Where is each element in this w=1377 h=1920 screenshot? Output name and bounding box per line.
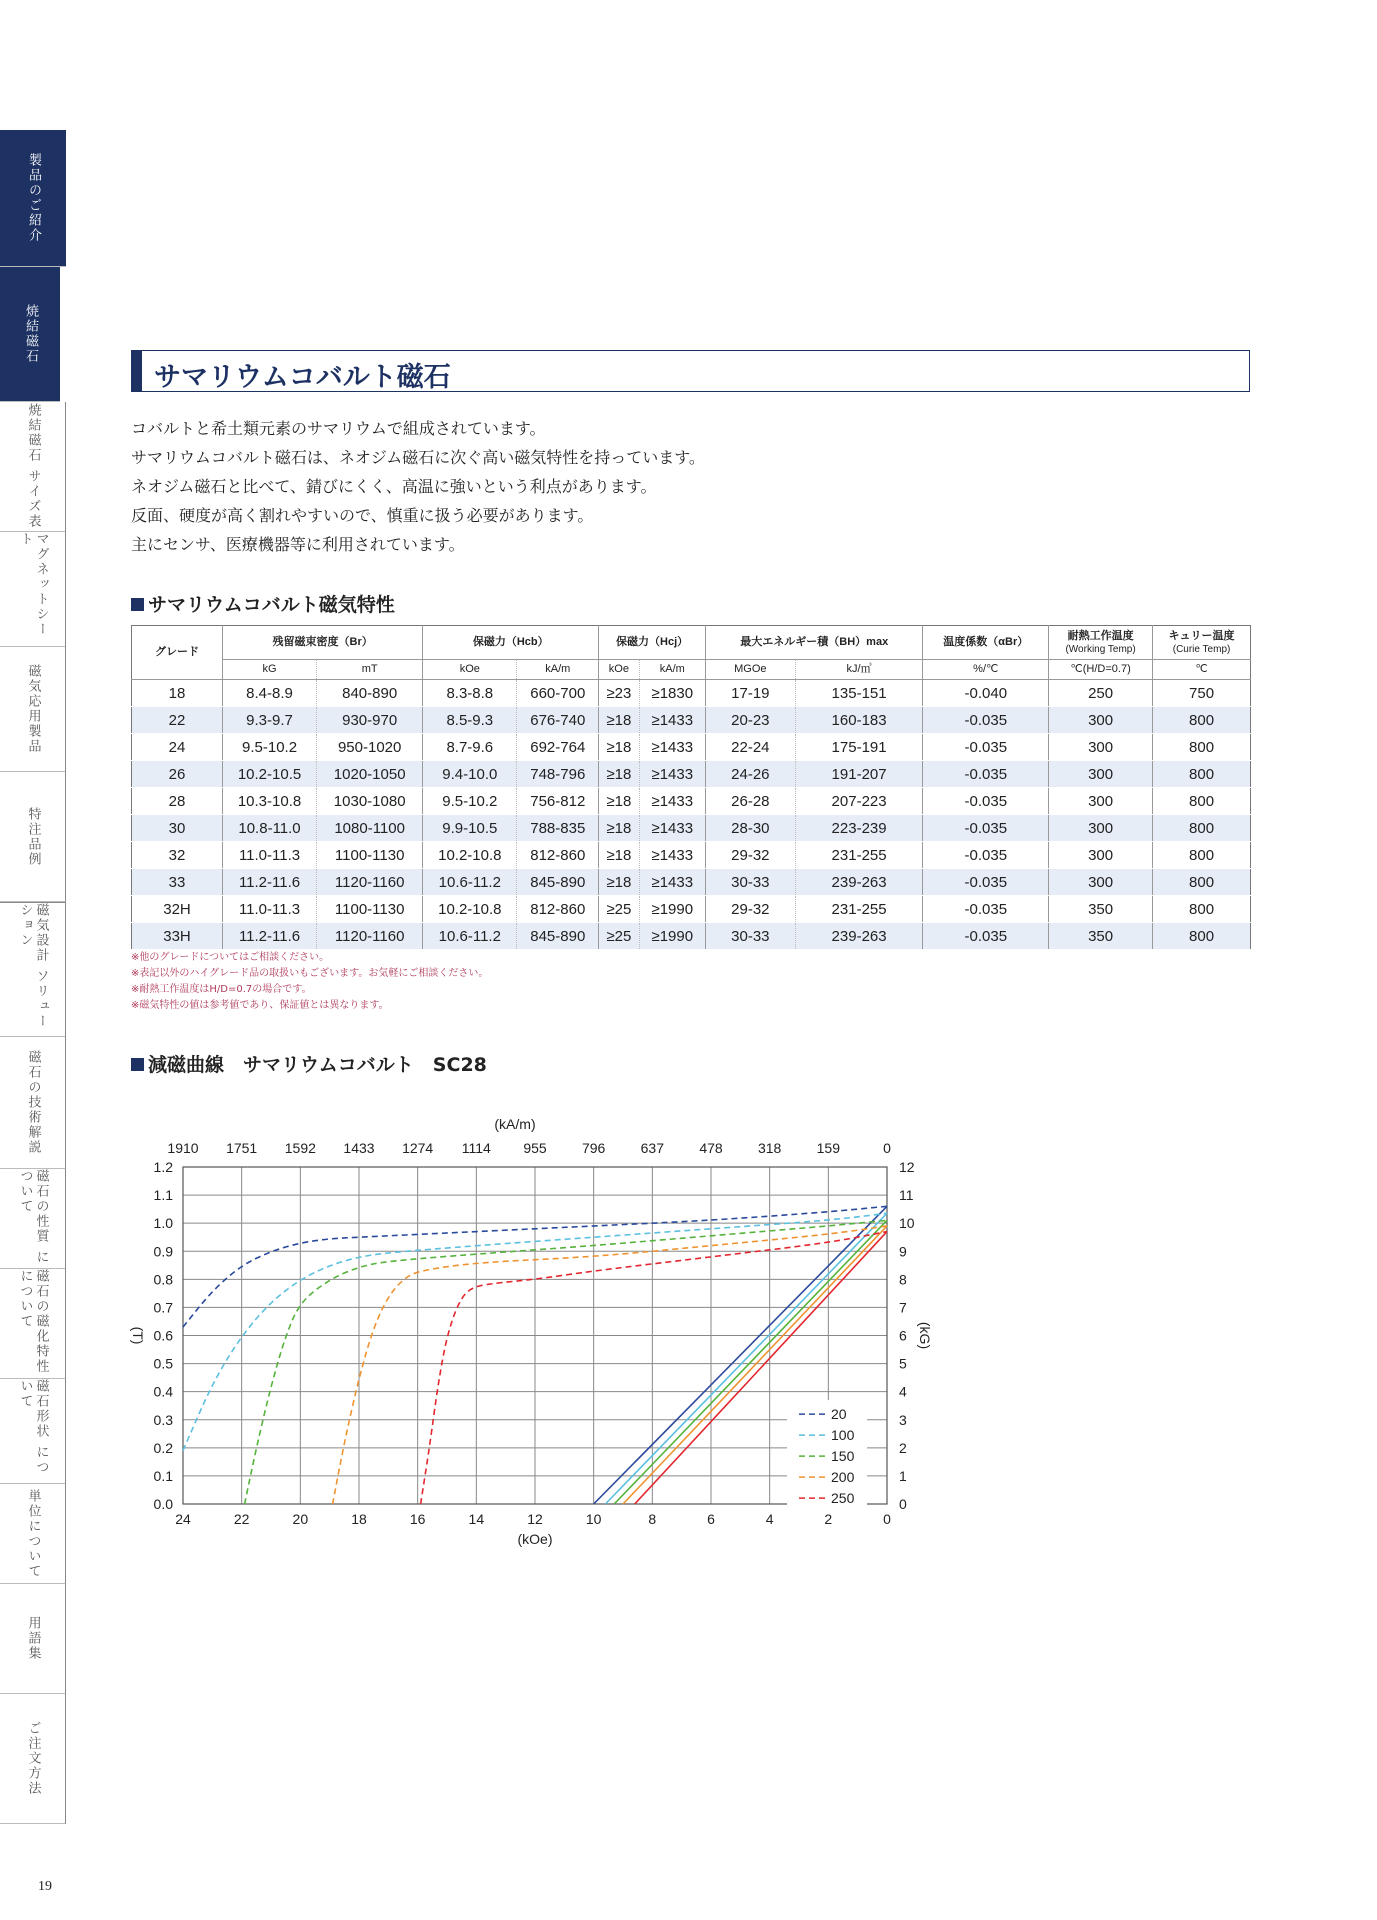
table-cell: 9.3-9.7 xyxy=(223,707,317,734)
sidebar-item[interactable] xyxy=(0,267,60,402)
note-line: ※耐熱工作温度はH/D=0.7の場合です。 xyxy=(131,984,312,995)
note-line: ※磁気特性の値は参考値であり、保証値とは異なります。 xyxy=(131,1000,389,1011)
sidebar-item[interactable] xyxy=(0,1037,66,1169)
x-tick-label-top: 1274 xyxy=(402,1140,434,1156)
table-cell: 18 xyxy=(132,680,223,707)
y-tick-label-left: 0.3 xyxy=(153,1411,173,1428)
sidebar-item[interactable] xyxy=(0,902,66,1037)
header-hcb: 保磁力（Hcb） xyxy=(423,626,599,660)
sidebar-item-label: 磁石形状 について xyxy=(17,1379,49,1476)
table-cell: 24 xyxy=(132,734,223,761)
table-cell: 800 xyxy=(1153,815,1251,842)
table-cell: 10.8-11.0 xyxy=(223,815,317,842)
x-tick-label-bottom: 2 xyxy=(824,1511,833,1527)
x-tick-label-top: 159 xyxy=(816,1140,841,1156)
sidebar-item-label: ご注文方法 xyxy=(25,1721,41,1796)
table-row xyxy=(132,680,1251,707)
sidebar-item[interactable] xyxy=(0,1694,66,1824)
table-cell: 11.2-11.6 xyxy=(223,869,317,896)
sidebar-item[interactable] xyxy=(0,1169,66,1269)
working-temp-en-label: (Working Temp) xyxy=(1065,643,1136,655)
table-cell: 10.2-10.8 xyxy=(423,842,517,869)
table-cell: 1080-1100 xyxy=(317,815,423,842)
table-cell: 1120-1160 xyxy=(317,869,423,896)
y-tick-label-left: 1.1 xyxy=(153,1187,173,1204)
sidebar-item[interactable] xyxy=(0,772,66,902)
table-cell: ≥18 xyxy=(599,761,639,788)
sidebar-item[interactable] xyxy=(0,1584,66,1694)
table-cell: 30-33 xyxy=(706,869,796,896)
working-temp-label: 耐熱工作温度 xyxy=(1067,629,1134,642)
x-tick-label-top: 478 xyxy=(699,1140,723,1156)
table-cell: -0.035 xyxy=(923,815,1049,842)
page-number: 19 xyxy=(38,1879,52,1894)
table-cell: 239-263 xyxy=(795,923,923,950)
unit-header: kA/m xyxy=(639,660,705,680)
header-hcj: 保磁力（Hcj） xyxy=(599,626,706,660)
header-br: 残留磁束密度（Br） xyxy=(223,626,423,660)
y-tick-label-left: 1.2 xyxy=(153,1159,173,1175)
chart-section-heading xyxy=(131,1050,487,1077)
y-tick-label-right: 11 xyxy=(899,1187,914,1204)
intro-line: コバルトと希土類元素のサマリウムで組成されています。 xyxy=(131,419,546,438)
table-cell: ≥25 xyxy=(599,923,639,950)
x-tick-label-bottom: 16 xyxy=(409,1511,426,1527)
sidebar-item-label: 磁気応用製品 xyxy=(25,664,41,754)
table-cell: 239-263 xyxy=(795,869,923,896)
unit-header: ℃(H/D=0.7) xyxy=(1049,660,1153,680)
table-cell: 10.2-10.5 xyxy=(223,761,317,788)
table-cell: 9.5-10.2 xyxy=(223,734,317,761)
table-cell: 350 xyxy=(1049,923,1153,950)
table-cell: 22 xyxy=(132,707,223,734)
table-row xyxy=(132,923,1251,950)
table-cell: 1030-1080 xyxy=(317,788,423,815)
header-bhmax: 最大エネルギー積（BH）max xyxy=(706,626,923,660)
table-cell: 28 xyxy=(132,788,223,815)
table-cell: 1100-1130 xyxy=(317,842,423,869)
x-tick-label-bottom: 24 xyxy=(175,1511,191,1527)
table-cell: 33 xyxy=(132,869,223,896)
table-cell: 30 xyxy=(132,815,223,842)
table-cell: 300 xyxy=(1049,842,1153,869)
table-cell: 10.2-10.8 xyxy=(423,896,517,923)
table-cell: 160-183 xyxy=(795,707,923,734)
sidebar-item[interactable] xyxy=(0,130,66,267)
table-cell: ≥18 xyxy=(599,707,639,734)
table-cell: 26-28 xyxy=(706,788,796,815)
table-cell: 1120-1160 xyxy=(317,923,423,950)
legend-label: 200 xyxy=(831,1469,855,1486)
table-section-title: サマリウムコバルト磁気特性 xyxy=(148,594,395,616)
x-tick-label-top: 955 xyxy=(523,1140,547,1156)
y-tick-label-left: 0.2 xyxy=(153,1439,173,1456)
table-cell: 300 xyxy=(1049,815,1153,842)
table-cell: 207-223 xyxy=(795,788,923,815)
header-grade: グレード xyxy=(132,626,223,680)
y-tick-label-left: 0.0 xyxy=(153,1496,173,1512)
table-cell: 350 xyxy=(1049,896,1153,923)
table-cell: -0.035 xyxy=(923,896,1049,923)
intro-line: 反面、硬度が高く割れやすいので、慎重に扱う必要があります。 xyxy=(131,506,594,525)
table-cell: 17-19 xyxy=(706,680,796,707)
table-cell: 10.3-10.8 xyxy=(223,788,317,815)
sidebar-item-label: 単位について xyxy=(25,1488,41,1579)
x-tick-label-bottom: 20 xyxy=(292,1511,309,1527)
y-tick-label-right: 10 xyxy=(899,1215,915,1232)
table-section-heading xyxy=(131,590,395,617)
sidebar-item[interactable] xyxy=(0,402,66,532)
x-tick-label-bottom: 18 xyxy=(351,1511,367,1527)
table-cell: 845-890 xyxy=(517,869,599,896)
table-cell: 692-764 xyxy=(517,734,599,761)
table-cell: 750 xyxy=(1153,680,1251,707)
table-cell: 191-207 xyxy=(795,761,923,788)
table-cell: ≥1433 xyxy=(639,815,705,842)
table-cell: 8.3-8.8 xyxy=(423,680,517,707)
table-cell: 800 xyxy=(1153,842,1251,869)
table-cell: 29-32 xyxy=(706,842,796,869)
table-cell: -0.035 xyxy=(923,788,1049,815)
x-tick-label-bottom: 14 xyxy=(468,1511,485,1527)
table-cell: 10.6-11.2 xyxy=(423,869,517,896)
table-cell: 9.4-10.0 xyxy=(423,761,517,788)
demagnetization-curve-chart xyxy=(130,1095,933,1615)
table-cell: 9.9-10.5 xyxy=(423,815,517,842)
legend-label: 150 xyxy=(831,1448,855,1465)
table-cell: 300 xyxy=(1049,869,1153,896)
table-cell: 950-1020 xyxy=(317,734,423,761)
title-accent-bar xyxy=(132,351,142,391)
y-tick-label-left: 0.8 xyxy=(153,1271,173,1288)
table-cell: ≥1433 xyxy=(639,734,705,761)
table-cell: 29-32 xyxy=(706,896,796,923)
sidebar-item[interactable] xyxy=(0,1484,66,1584)
table-cell: 800 xyxy=(1153,734,1251,761)
y-tick-label-left: 0.6 xyxy=(153,1327,173,1344)
table-row xyxy=(132,842,1251,869)
unit-header: MGOe xyxy=(706,660,796,680)
y-tick-label-right: 9 xyxy=(899,1243,907,1260)
table-cell: 1100-1130 xyxy=(317,896,423,923)
table-row xyxy=(132,815,1251,842)
table-cell: 748-796 xyxy=(517,761,599,788)
table-cell: 250 xyxy=(1049,680,1153,707)
table-cell: ≥1990 xyxy=(639,923,705,950)
table-cell: 231-255 xyxy=(795,842,923,869)
table-cell: 231-255 xyxy=(795,896,923,923)
y-tick-label-right: 1 xyxy=(899,1467,907,1484)
table-row xyxy=(132,788,1251,815)
table-cell: 300 xyxy=(1049,734,1153,761)
table-cell: 800 xyxy=(1153,896,1251,923)
x-axis-unit-top: (kA/m) xyxy=(494,1116,536,1132)
unit-header: kOe xyxy=(599,660,639,680)
header-working-temp xyxy=(1049,626,1153,660)
table-cell: 11.2-11.6 xyxy=(223,923,317,950)
y-tick-label-right: 2 xyxy=(899,1439,907,1456)
sidebar-item[interactable] xyxy=(0,1379,66,1484)
table-cell: ≥18 xyxy=(599,734,639,761)
legend-label: 100 xyxy=(831,1427,855,1444)
y-tick-label-left: 0.5 xyxy=(153,1355,173,1372)
note-line: ※表記以外のハイグレード品の取扱いもございます。お気軽にご相談ください。 xyxy=(131,968,489,979)
table-cell: 8.5-9.3 xyxy=(423,707,517,734)
table-cell: 9.5-10.2 xyxy=(423,788,517,815)
magnetic-properties-table xyxy=(131,625,1251,950)
table-cell: 8.4-8.9 xyxy=(223,680,317,707)
y-axis-unit-left: (T) xyxy=(130,1326,146,1345)
square-bullet-icon xyxy=(131,598,144,611)
table-cell: -0.035 xyxy=(923,869,1049,896)
table-row xyxy=(132,761,1251,788)
unit-header: kG xyxy=(223,660,317,680)
y-tick-label-right: 12 xyxy=(899,1159,915,1175)
table-cell: ≥18 xyxy=(599,869,639,896)
sidebar-item[interactable] xyxy=(0,532,66,647)
y-tick-label-right: 5 xyxy=(899,1355,907,1372)
y-axis-unit-right: (kG) xyxy=(917,1321,933,1350)
y-tick-label-right: 6 xyxy=(899,1327,907,1344)
x-tick-label-top: 1114 xyxy=(461,1140,491,1156)
table-cell: 800 xyxy=(1153,869,1251,896)
table-cell: 812-860 xyxy=(517,896,599,923)
legend-label: 20 xyxy=(831,1406,847,1423)
x-tick-label-top: 318 xyxy=(757,1140,782,1156)
table-cell: 300 xyxy=(1049,761,1153,788)
table-cell: -0.035 xyxy=(923,923,1049,950)
x-tick-label-top: 637 xyxy=(640,1140,665,1156)
intro-line: ネオジム磁石と比べて、錆びにくく、高温に強いという利点があります。 xyxy=(131,477,657,496)
x-tick-label-bottom: 12 xyxy=(527,1511,543,1527)
table-cell: ≥23 xyxy=(599,680,639,707)
square-bullet-icon xyxy=(131,1058,144,1071)
x-tick-label-top: 1433 xyxy=(343,1140,375,1156)
x-tick-label-bottom: 4 xyxy=(765,1511,774,1527)
x-tick-label-bottom: 10 xyxy=(585,1511,602,1527)
table-row xyxy=(132,707,1251,734)
intro-line: サマリウムコバルト磁石は、ネオジム磁石に次ぐ高い磁気特性を持っています。 xyxy=(131,448,705,467)
header-curie xyxy=(1153,626,1251,660)
y-tick-label-right: 0 xyxy=(899,1496,907,1512)
table-cell: 800 xyxy=(1153,707,1251,734)
table-cell: ≥1433 xyxy=(639,761,705,788)
page-title-box xyxy=(131,350,1250,392)
table-cell: -0.040 xyxy=(923,680,1049,707)
table-cell: ≥1830 xyxy=(639,680,705,707)
unit-header: ℃ xyxy=(1153,660,1251,680)
table-cell: ≥25 xyxy=(599,896,639,923)
sidebar-item-label: 製品のご紹介 xyxy=(26,153,41,243)
table-cell: -0.035 xyxy=(923,842,1049,869)
unit-header: kJ/㎥ xyxy=(795,660,923,680)
table-cell: 1020-1050 xyxy=(317,761,423,788)
table-cell: 800 xyxy=(1153,761,1251,788)
y-tick-label-left: 0.9 xyxy=(153,1243,173,1260)
sidebar-item-label: 磁石の性質 について xyxy=(17,1169,49,1266)
table-cell: 788-835 xyxy=(517,815,599,842)
table-cell: 812-860 xyxy=(517,842,599,869)
table-cell: ≥1433 xyxy=(639,788,705,815)
table-row xyxy=(132,734,1251,761)
x-tick-label-top: 0 xyxy=(883,1140,891,1156)
chart-section-title: 減磁曲線 サマリウムコバルト SC28 xyxy=(148,1054,487,1076)
sidebar-item-label: 磁石の磁化特性 について xyxy=(17,1269,49,1374)
table-cell: 11.0-11.3 xyxy=(223,842,317,869)
x-tick-label-bottom: 0 xyxy=(883,1511,891,1527)
y-tick-label-right: 3 xyxy=(899,1411,907,1428)
note-line: ※他のグレードについてはご相談ください。 xyxy=(131,952,330,963)
sidebar-item-label: 用語集 xyxy=(25,1616,41,1661)
x-tick-label-bottom: 22 xyxy=(233,1511,250,1527)
x-tick-label-bottom: 6 xyxy=(707,1511,715,1527)
table-cell: 676-740 xyxy=(517,707,599,734)
intro-text xyxy=(131,414,705,559)
y-tick-label-right: 4 xyxy=(899,1383,907,1400)
table-cell: 32H xyxy=(132,896,223,923)
table-cell: 26 xyxy=(132,761,223,788)
x-tick-label-top: 1751 xyxy=(226,1140,258,1156)
table-cell: ≥18 xyxy=(599,842,639,869)
table-cell: 930-970 xyxy=(317,707,423,734)
x-tick-label-top: 1592 xyxy=(284,1140,316,1156)
table-notes xyxy=(131,950,488,1014)
table-cell: 11.0-11.3 xyxy=(223,896,317,923)
legend-label: 250 xyxy=(831,1490,855,1507)
table-cell: -0.035 xyxy=(923,734,1049,761)
y-tick-label-right: 7 xyxy=(899,1299,907,1316)
table-cell: 845-890 xyxy=(517,923,599,950)
page-title: サマリウムコバルト磁石 xyxy=(154,362,451,393)
sidebar-item-label: 焼結磁石 xyxy=(23,304,38,364)
y-tick-label-left: 1.0 xyxy=(153,1215,173,1232)
legend-background xyxy=(787,1400,867,1506)
unit-header: kA/m xyxy=(517,660,599,680)
table-cell: 22-24 xyxy=(706,734,796,761)
table-cell: ≥18 xyxy=(599,815,639,842)
table-row xyxy=(132,869,1251,896)
table-cell: -0.035 xyxy=(923,761,1049,788)
table-cell: 300 xyxy=(1049,788,1153,815)
unit-header: %/℃ xyxy=(923,660,1049,680)
table-cell: 32 xyxy=(132,842,223,869)
curie-label: キュリー温度 xyxy=(1168,629,1235,642)
sidebar-nav xyxy=(0,130,66,1824)
x-tick-label-top: 1910 xyxy=(167,1140,199,1156)
unit-header: mT xyxy=(317,660,423,680)
y-tick-label-left: 0.1 xyxy=(153,1467,173,1484)
x-tick-label-bottom: 8 xyxy=(648,1511,657,1527)
sidebar-item-label: 磁気設計 ソリューション xyxy=(17,903,49,1030)
table-cell: ≥1433 xyxy=(639,842,705,869)
sidebar-item-label: マグネットシート xyxy=(17,532,49,637)
header-temp-coef: 温度係数（αBr） xyxy=(923,626,1049,660)
table-cell: 135-151 xyxy=(795,680,923,707)
table-cell: 33H xyxy=(132,923,223,950)
unit-header: kOe xyxy=(423,660,517,680)
curie-en-label: (Curie Temp) xyxy=(1172,643,1231,655)
table-cell: 30-33 xyxy=(706,923,796,950)
table-cell: 175-191 xyxy=(795,734,923,761)
table-cell: ≥1433 xyxy=(639,869,705,896)
sidebar-item-label: 特注品例 xyxy=(25,806,41,867)
x-tick-label-top: 796 xyxy=(581,1140,606,1156)
table-cell: 840-890 xyxy=(317,680,423,707)
table-cell: 300 xyxy=(1049,707,1153,734)
sidebar-item-label: 磁石の技術解説 xyxy=(25,1050,41,1155)
table-cell: 28-30 xyxy=(706,815,796,842)
sidebar-item[interactable] xyxy=(0,1269,66,1379)
table-cell: 756-812 xyxy=(517,788,599,815)
y-tick-label-left: 0.7 xyxy=(153,1299,173,1316)
intro-line: 主にセンサ、医療機器等に利用されています。 xyxy=(131,535,465,554)
table-cell: 800 xyxy=(1153,923,1251,950)
table-cell: ≥18 xyxy=(599,788,639,815)
table-cell: ≥1433 xyxy=(639,707,705,734)
sidebar-item-label: 焼結磁石 サイズ表 xyxy=(25,403,41,530)
y-tick-label-left: 0.4 xyxy=(153,1383,173,1400)
table-cell: 10.6-11.2 xyxy=(423,923,517,950)
table-cell: 660-700 xyxy=(517,680,599,707)
table-cell: 20-23 xyxy=(706,707,796,734)
table-row xyxy=(132,896,1251,923)
table-cell: -0.035 xyxy=(923,707,1049,734)
y-tick-label-right: 8 xyxy=(899,1271,907,1288)
x-axis-unit-bottom: (kOe) xyxy=(517,1531,553,1547)
table-cell: 223-239 xyxy=(795,815,923,842)
table-cell: 24-26 xyxy=(706,761,796,788)
table-cell: ≥1990 xyxy=(639,896,705,923)
table-cell: 800 xyxy=(1153,788,1251,815)
table-cell: 8.7-9.6 xyxy=(423,734,517,761)
sidebar-item[interactable] xyxy=(0,647,66,772)
